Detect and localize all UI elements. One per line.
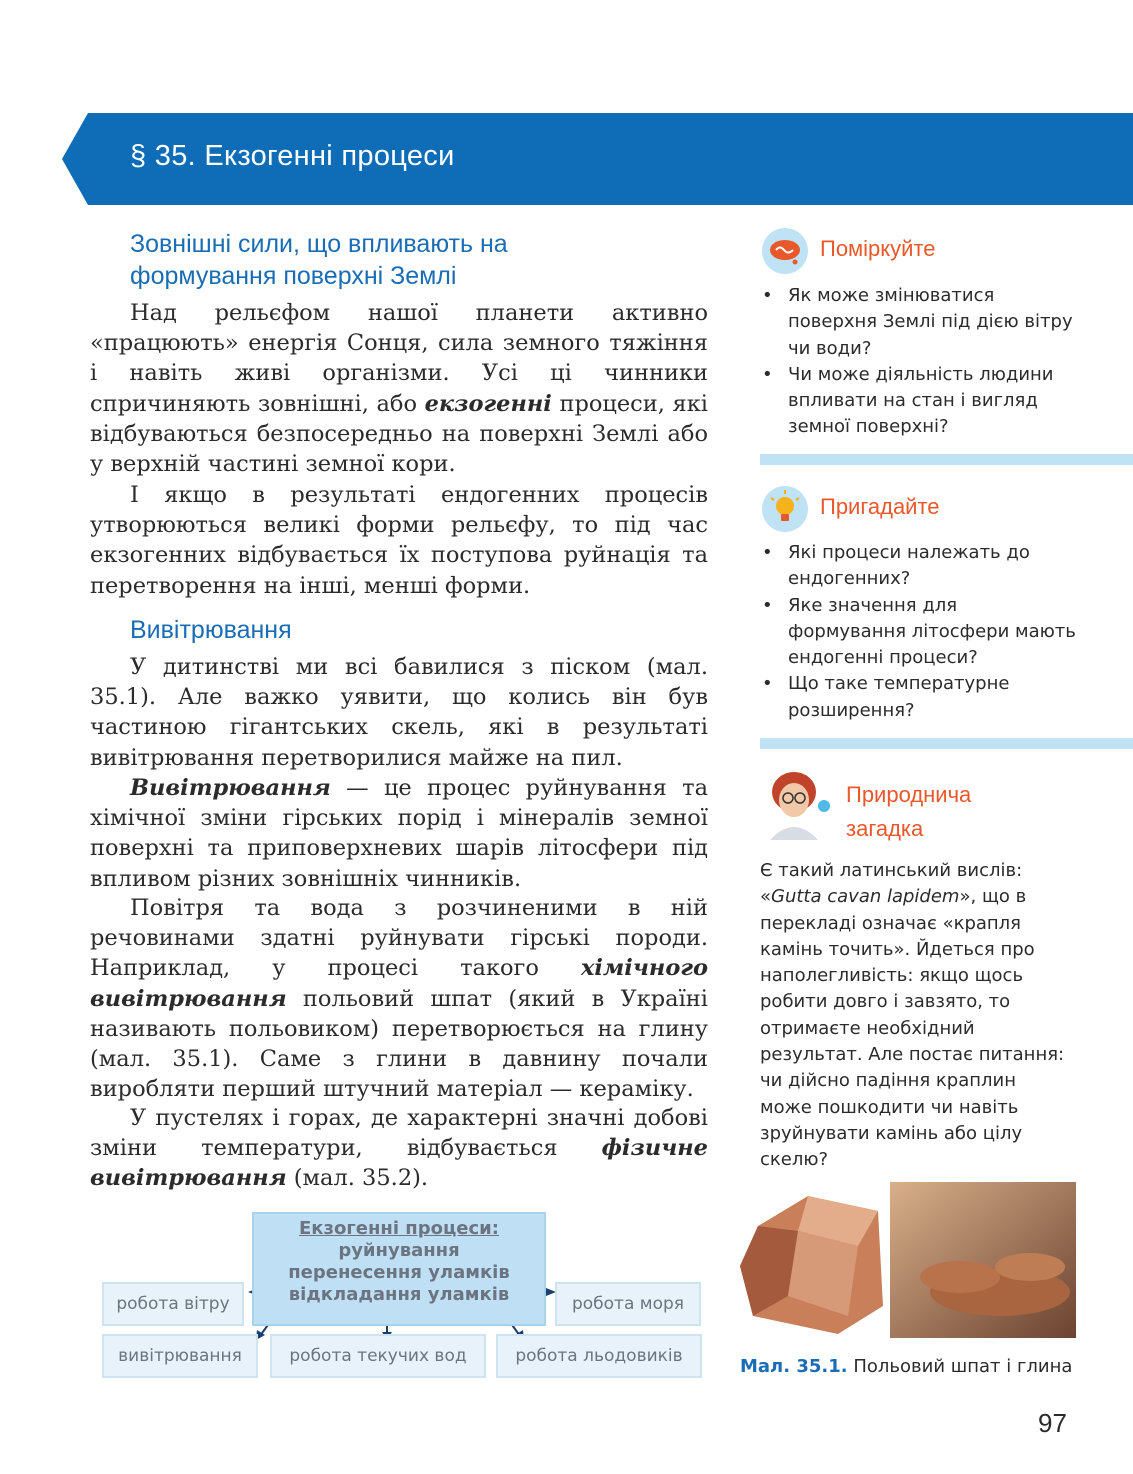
diagram-center-line: відкладання уламків: [288, 1284, 510, 1305]
list-item: • Що таке температурне розширення?: [760, 671, 1080, 724]
lightbulb-icon: [762, 486, 808, 532]
diagram-center-line: руйнування: [338, 1240, 460, 1261]
figure-caption-text: Польовий шпат і глина: [853, 1356, 1073, 1377]
diagram-center-title: Екзогенні процеси:: [299, 1218, 499, 1239]
riddle-title: [846, 778, 971, 846]
paragraph-2: І якщо в результаті ендогенних процесів утворюються великі форми рельєфу, то під час екзогенних відбувається їх поступова руйнація та перетворення на інші, менші форми.: [90, 482, 708, 599]
think-icon: [762, 228, 808, 274]
paragraph-6: [90, 1103, 708, 1194]
scientist-avatar: [760, 764, 836, 840]
diagram-box-weathering: вивітрювання: [102, 1334, 258, 1378]
paragraph-1-text: Над рельєфом нашої планети активно «працюють» енергія Сонця, сила земного тяжіння і навіть живі організми. Усі ці чинники спричиняють зовнішні, або екзогенні процеси, які відбуваються безпосередньо на поверхні Землі або у верхній частині земної кори.: [90, 300, 708, 478]
diagram-box-glaciers: робота льодовиків: [496, 1334, 702, 1378]
paragraph-1: [90, 298, 708, 479]
think-list: [760, 283, 1080, 441]
feldspar-photo: [738, 1186, 888, 1336]
riddle-title-line: Природнича: [846, 782, 972, 807]
diagram-box-rivers: робота текучих вод: [270, 1334, 486, 1378]
paragraph-4-text: Вивітрювання — це процес руйнування та хімічної зміни гірських порід і мінералів земної поверхні та приповерхневих шарів літосфери під впливом різних зовнішніх чинників.: [90, 775, 708, 892]
diagram-center-line: перенесення уламків: [288, 1262, 510, 1283]
paragraph-6-text: У пустелях і горах, де характерні значні добові зміни температури, відбувається фізичне вивітрювання (мал. 35.2).: [90, 1105, 708, 1192]
section-title: § 35. Екзогенні процеси: [130, 140, 455, 172]
divider: [760, 454, 1133, 465]
heading-external-forces: Зовнішні сили, що впливають на формування поверхні Землі: [130, 230, 508, 290]
paragraph-5: [90, 893, 708, 1104]
figure-caption-number: Мал. 35.1.: [740, 1356, 848, 1377]
list-item: • Яке значення для формування літосфери мають ендогенні процеси?: [760, 593, 1080, 672]
remember-list: [760, 540, 1080, 724]
list-item: • Які процеси належать до ендогенних?: [760, 540, 1080, 593]
clay-photo: [890, 1182, 1076, 1338]
heading-weathering: Вивітрювання: [130, 616, 292, 644]
diagram-box-sea: робота моря: [555, 1282, 701, 1326]
think-title: Поміркуйте: [820, 236, 936, 261]
paragraph-5-text: Повітря та вода з розчиненими в ній речовинами здатні руйнувати гірські породи. Наприклад, у процесі такого хімічного вивітрювання польовий шпат (який в Україні називають польовиком) перетворюється на глину (мал. 35.1). Саме з глини в давнину почали виробляти перший штучний матеріал — кераміку.: [90, 895, 708, 1103]
riddle-text: [760, 858, 1070, 1174]
remember-title: Пригадайте: [820, 494, 940, 519]
riddle-latin-phrase: Gutta cavan lapidem: [771, 886, 960, 908]
paragraph-3: У дитинстві ми всі бавилися з піском (мал. 35.1). Але важко уявити, що колись він був частиною гігантських скель, які в результаті вивітрювання перетворилися майже на пил.: [90, 654, 708, 771]
list-item: • Як може змінюватися поверхня Землі під дією вітру чи води?: [760, 283, 1080, 362]
page-number: 97: [1038, 1408, 1067, 1438]
riddle-text-part: Є такий латинський вислів: «: [760, 860, 1023, 908]
list-item: • Чи може діяльність людини впливати на стан і вигляд земної поверхні?: [760, 362, 1080, 441]
diagram-center-box: [252, 1212, 546, 1326]
figure-caption: [740, 1356, 1072, 1377]
paragraph-4: [90, 773, 708, 894]
diagram-box-wind: робота вітру: [102, 1282, 244, 1326]
divider: [760, 738, 1133, 749]
riddle-text-part: », що в перекладі означає «крапля камінь точить». Йдеться про наполегливість: якщо щось робити довго і завзято, то отримаєте необхідний результат. Але постає питання: чи дійсно падіння краплин може пошкодити чи навіть зруйнувати камінь або цілу скелю?: [760, 886, 1065, 1171]
riddle-title-line: загадка: [846, 816, 924, 841]
